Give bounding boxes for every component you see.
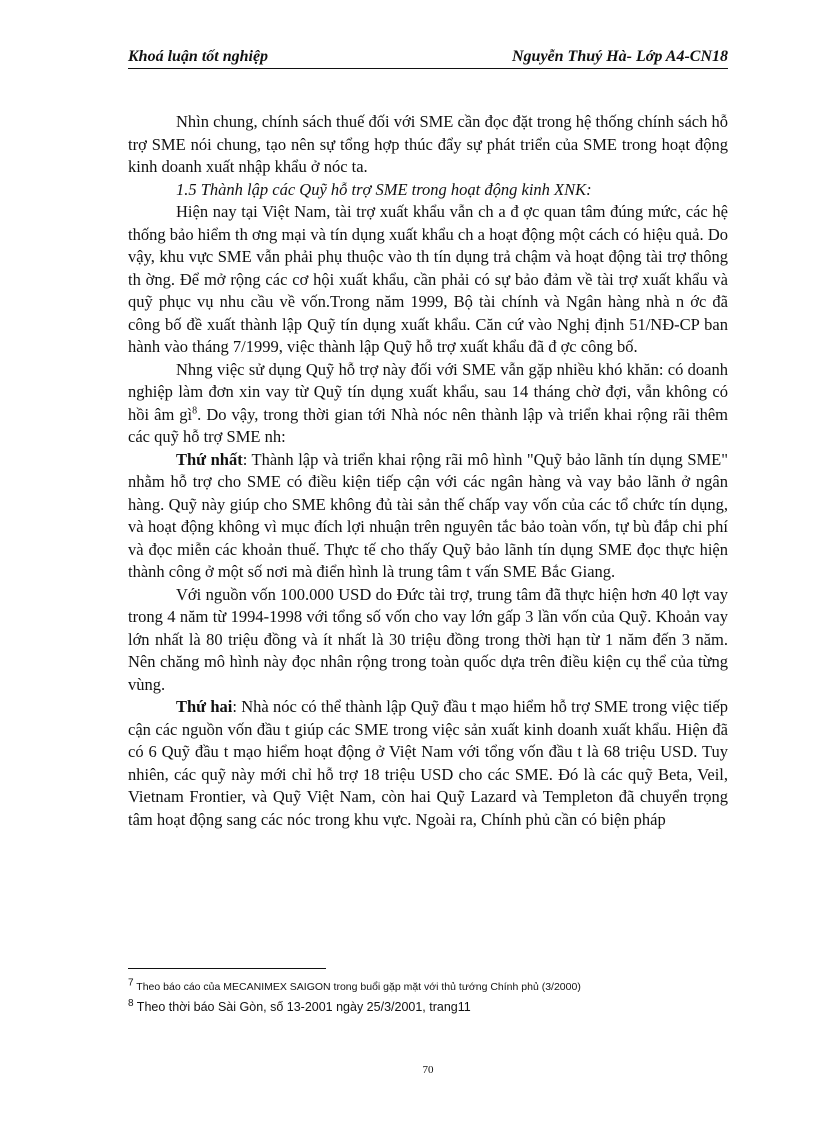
page-number: 70 bbox=[422, 1064, 434, 1076]
footnote-text: Theo báo cáo của MECANIMEX SAIGON trong buổi gặp mặt với thủ tướng Chính phủ (3/2000) bbox=[133, 981, 581, 993]
paragraph-text: . Do vậy, trong thời gian tới Nhà nóc nên thành lập và triển khai rộng rãi thêm các quỹ hỗ trợ SME nh: bbox=[128, 404, 728, 446]
page-body bbox=[128, 111, 728, 831]
paragraph-first-measure bbox=[128, 449, 728, 584]
section-heading: 1.5 Thành lập các Quỹ hỗ trợ SME trong hoạt động kinh XNK: bbox=[176, 179, 592, 199]
paragraph-second-measure bbox=[128, 696, 728, 831]
lead-term: Thứ hai bbox=[176, 697, 233, 716]
footnote-divider bbox=[128, 968, 326, 969]
footnote-mark: 8 bbox=[128, 997, 134, 1009]
paragraph-export-finance: Hiện nay tại Việt Nam, tài trợ xuất khẩu vẫn ch a đ ợc quan tâm đúng mức, các hệ thống bảo hiểm th ơng mại và tín dụng xuất khẩu ch a hoạt động một cách có hiệu quả. Do vậy, khu vực SME vẫn phải phụ thuộc vào th tín dụng trả chậm và hoạt động tài trợ thông th ờng. Để mở rộng các cơ hội xuất khẩu, cần phải có sự bảo đảm về tài trợ xuất khẩu và quỹ phục vụ nhu cầu về vốn.Trong năm 1999, Bộ tài chính và Ngân hàng nhà n ớc đã công bố đề xuất thành lập Quỹ tín dụng xuất khẩu. Căn cứ vào Nghị định 51/NĐ-CP ban hành vào tháng 7/1999, việc thành lập Quỹ hỗ trợ xuất khẩu đã đ ợc công bố. bbox=[128, 202, 728, 356]
paragraph-bac-giang: Với nguồn vốn 100.000 USD do Đức tài trợ, trung tâm đã thực hiện hơn 40 lợt vay trong 4 năm từ 1994-1998 với tổng số vốn cho vay lớn gấp 3 lần vốn của Quỹ. Khoản vay lớn nhất là 80 triệu đồng và ít nhất là 30 triệu đồng trong thời hạn từ 1 năm đến 3 năm. Nên chăng mô hình này đọc nhân rộng trong toàn quốc dựa trên điều kiện cụ thể của từng vùng. bbox=[128, 584, 728, 694]
footnote-8 bbox=[128, 997, 728, 1017]
footnote-text: Theo thời báo Sài Gòn, số 13-2001 ngày 25/3/2001, trang11 bbox=[133, 1000, 471, 1014]
footnotes bbox=[128, 977, 728, 1017]
footnote-mark: 7 bbox=[128, 977, 134, 989]
paragraph-text: Nhng việc sử dụng Quỹ hỗ trợ này đối với SME vẫn gặp nhiều khó khăn: có doanh nghiệp làm đơn xin vay từ Quỹ tín dụng xuất khẩu, sau 14 tháng chờ đợi, vẫn không có hồi âm gì bbox=[128, 359, 728, 424]
footnote-ref: 8 bbox=[192, 405, 198, 416]
paragraph-text: : Thành lập và triển khai rộng rãi mô hình "Quỹ bảo lãnh tín dụng SME" nhằm hỗ trợ cho SME có điều kiện tiếp cận với các ngân hàng và vay bảo lãnh ở ngân hàng. Quỹ này giúp cho SME không đủ tài sản thế chấp vay vốn của các tổ chức tín dụng, và hoạt động không vì mục đích lợi nhuận trên nguyên tắc bảo toàn vốn, tự bù đắp chi phí và đọc miễn các khoản thuế. Thực tế cho thấy Quỹ bảo lãnh tín dụng SME đọc thực hiện thành công ở một số nơi mà điển hình là trung tâm t vấn SME Bắc Giang. bbox=[128, 449, 729, 581]
header-author: Nguyễn Thuý Hà- Lớp A4-CN18 bbox=[512, 48, 728, 65]
paragraph-tax-policy: Nhìn chung, chính sách thuế đối với SME cần đọc đặt trong hệ thống chính sách hỗ trợ SME nói chung, tạo nên sự tổng hợp thúc đẩy sự phát triển của SME trong hoạt động kinh doanh xuất nhập khẩu ở nóc ta. bbox=[128, 112, 728, 176]
footnote-7 bbox=[128, 977, 728, 997]
paragraph-text: : Nhà nóc có thể thành lập Quỹ đầu t mạo hiểm hỗ trợ SME trong việc tiếp cận các nguồn vốn đầu t giúp các SME trong việc sản xuất kinh doanh xuất khẩu. Hiện đã có 6 Quỹ đầu t mạo hiểm hoạt động ở Việt Nam với tổng vốn đầu t là 68 triệu USD. Tuy nhiên, các quỹ này mới chỉ hỗ trợ 18 triệu USD cho các SME. Đó là các quỹ Beta, Veil, Vietnam Frontier, và Quỹ Việt Nam, còn hai Quỹ Lazard và Templeton đã chuyển trọng tâm hoạt động sang các nóc trong khu vực. Ngoài ra, Chính phủ cần có biện pháp bbox=[128, 697, 728, 829]
lead-term: Thứ nhất bbox=[176, 449, 243, 469]
paragraph-fund-difficulties bbox=[128, 359, 728, 449]
page-header bbox=[128, 48, 728, 69]
header-left-title: Khoá luận tốt nghiệp bbox=[128, 48, 269, 65]
